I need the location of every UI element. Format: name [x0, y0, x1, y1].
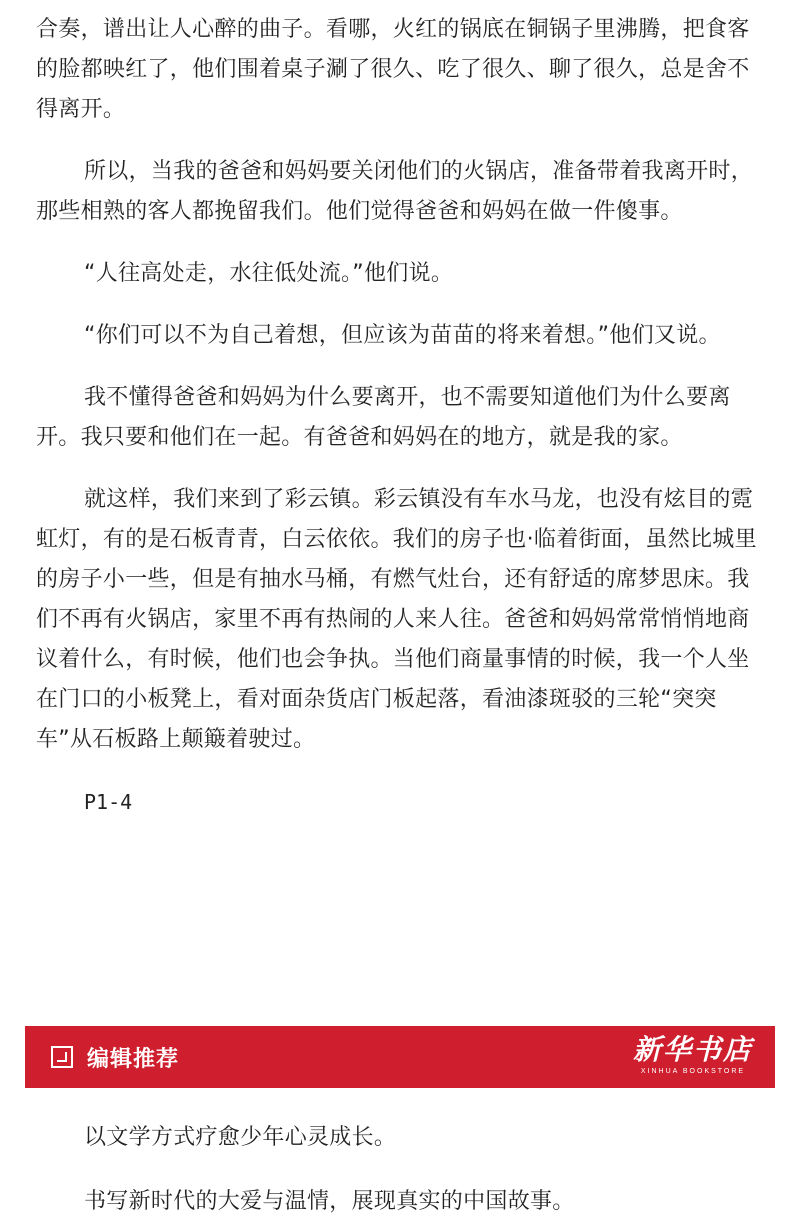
paragraph-6: 就这样，我们来到了彩云镇。彩云镇没有车水马龙，也没有炫目的霓虹灯，有的是石板青青，白云依依。我们的房子也·临着街面，虽然比城里的房子小一些，但是有抽水马桶，有燃气灶台，还有舒适的席梦思床。我们不再有火锅店，家里不再有热闹的人来人往。爸爸和妈妈常常悄悄地商议着什么，有时候，他们也会争执。当他们商量事情的时候，我一个人坐在门口的小板凳上，看对面杂货店门板起落，看油漆斑驳的三轮“突突车”从石板路上颠簸着驶过。 — [36, 487, 757, 752]
section-icon — [51, 1046, 73, 1068]
paragraph-4: “你们可以不为自己着想，但应该为苗苗的将来着想。”他们又说。 — [84, 323, 721, 348]
paragraph-5: 我不懂得爸爸和妈妈为什么要离开，也不需要知道他们为什么要离开。我只要和他们在一起。有爸爸和妈妈在的地方，就是我的家。 — [36, 385, 731, 450]
xinhua-bookstore-logo — [633, 1033, 753, 1077]
logo-subtext: XINHUA BOOKSTORE — [640, 1068, 746, 1075]
page-marker: P1-4 — [84, 790, 133, 814]
recommendation-body-cut — [36, 1182, 764, 1222]
recommendation-paragraph-1: 以文学方式疗愈少年心灵成长。 — [84, 1125, 397, 1150]
paragraph-1: 合奏，谱出让人心醉的曲子。看哪，火红的锅底在铜锅子里沸腾，把食客的脸都映红了，他们围着桌子涮了很久、吃了很久、聊了很久，总是舍不得离开。 — [36, 17, 750, 122]
section-banner — [25, 1026, 775, 1088]
document-body — [36, 0, 764, 822]
paragraph-3: “人往高处走，水往低处流。”他们说。 — [84, 261, 454, 286]
paragraph-2: 所以，当我的爸爸和妈妈要关闭他们的火锅店，准备带着我离开时，那些相熟的客人都挽留我们。他们觉得爸爸和妈妈在做一件傻事。 — [36, 159, 754, 224]
logo-text: 新华书店 — [632, 1033, 753, 1066]
banner-title: 编辑推荐 — [87, 1046, 180, 1072]
recommendation-paragraph-2: 书写新时代的大爱与温情，展现真实的中国故事。 — [84, 1189, 575, 1214]
recommendation-body — [36, 1118, 764, 1158]
